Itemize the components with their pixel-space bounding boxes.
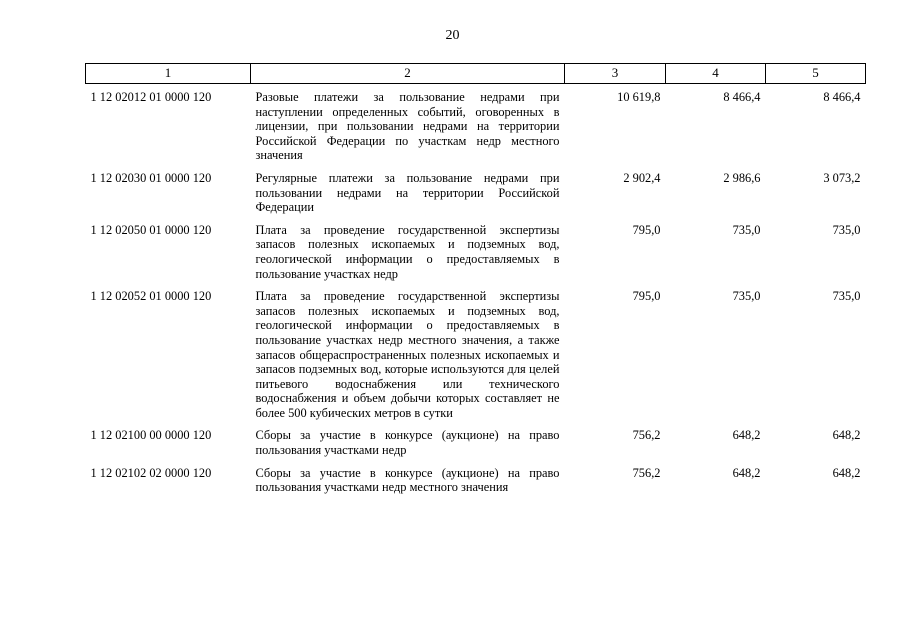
value-cell-col4: 735,0 (732, 222, 761, 237)
table-row (86, 283, 866, 422)
value-cell-col5: 8 466,4 (823, 90, 861, 104)
table-row (86, 217, 866, 283)
value-cell-col5: 648,2 (832, 428, 861, 443)
column-header: 1 (86, 64, 251, 84)
value-cell-col5: 648,2 (832, 465, 861, 480)
table-row (86, 84, 866, 165)
budget-code-cell: 1 12 02102 02 0000 120 (90, 465, 212, 480)
column-header: 4 (666, 64, 766, 84)
budget-code-cell: 1 12 02052 01 0000 120 (90, 289, 212, 304)
budget-code-cell: 1 12 02030 01 0000 120 (90, 170, 212, 185)
value-cell-col3: 10 619,8 (617, 90, 661, 104)
column-header: 3 (565, 64, 666, 84)
description-cell: Сборы за участие в конкурсе (аукционе) на право пользования участками недр местного значения (255, 465, 560, 495)
table-row (86, 460, 866, 497)
value-cell-col4: 2 986,6 (723, 170, 761, 185)
value-cell-col4: 735,0 (732, 289, 761, 304)
value-cell-col4: 648,2 (732, 428, 761, 443)
budget-code-cell: 1 12 02050 01 0000 120 (90, 222, 212, 237)
value-cell-col4: 8 466,4 (723, 90, 761, 104)
table-row (86, 422, 866, 459)
value-cell-col3: 756,2 (632, 465, 661, 480)
value-cell-col5: 3 073,2 (823, 170, 861, 185)
value-cell-col5: 735,0 (832, 222, 861, 237)
value-cell-col3: 795,0 (632, 222, 661, 237)
value-cell-col3: 795,0 (632, 289, 661, 304)
description-cell: Плата за проведение государственной экспертизы запасов полезных ископаемых и подземных вод, геологической информации о предоставляемых в пользование участках недр (255, 222, 560, 281)
value-cell-col3: 756,2 (632, 428, 661, 443)
description-cell: Плата за проведение государственной экспертизы запасов полезных ископаемых и подземных вод, геологической информации о предоставляемых в пользование участках недр местного значения, а также запасов общераспространенных полезных ископаемых и запасов подземных вод, которые используются для целей питьевого водоснабжения или технического водоснабжения и объем добычи которых составляет не более 500 кубических метров в сутки (255, 289, 560, 420)
budget-code-cell: 1 12 02100 00 0000 120 (90, 428, 212, 443)
table-header-row (86, 64, 866, 84)
description-cell: Разовые платежи за пользование недрами при наступлении определенных событий, оговоренных в лицензии, при пользовании недрами на территории Российской Федерации по участкам недр местного значения (255, 90, 560, 163)
table-row (86, 165, 866, 217)
value-cell-col4: 648,2 (732, 465, 761, 480)
column-header: 5 (766, 64, 866, 84)
description-cell: Сборы за участие в конкурсе (аукционе) на право пользования участками недр (255, 428, 560, 458)
column-header: 2 (251, 64, 565, 84)
page-number: 20 (445, 28, 460, 43)
value-cell-col3: 2 902,4 (623, 170, 661, 185)
budget-table (85, 63, 866, 497)
value-cell-col5: 735,0 (832, 289, 861, 304)
description-cell: Регулярные платежи за пользование недрами при пользовании недрами на территории Российской Федерации (255, 170, 560, 215)
budget-code-cell: 1 12 02012 01 0000 120 (90, 90, 212, 104)
